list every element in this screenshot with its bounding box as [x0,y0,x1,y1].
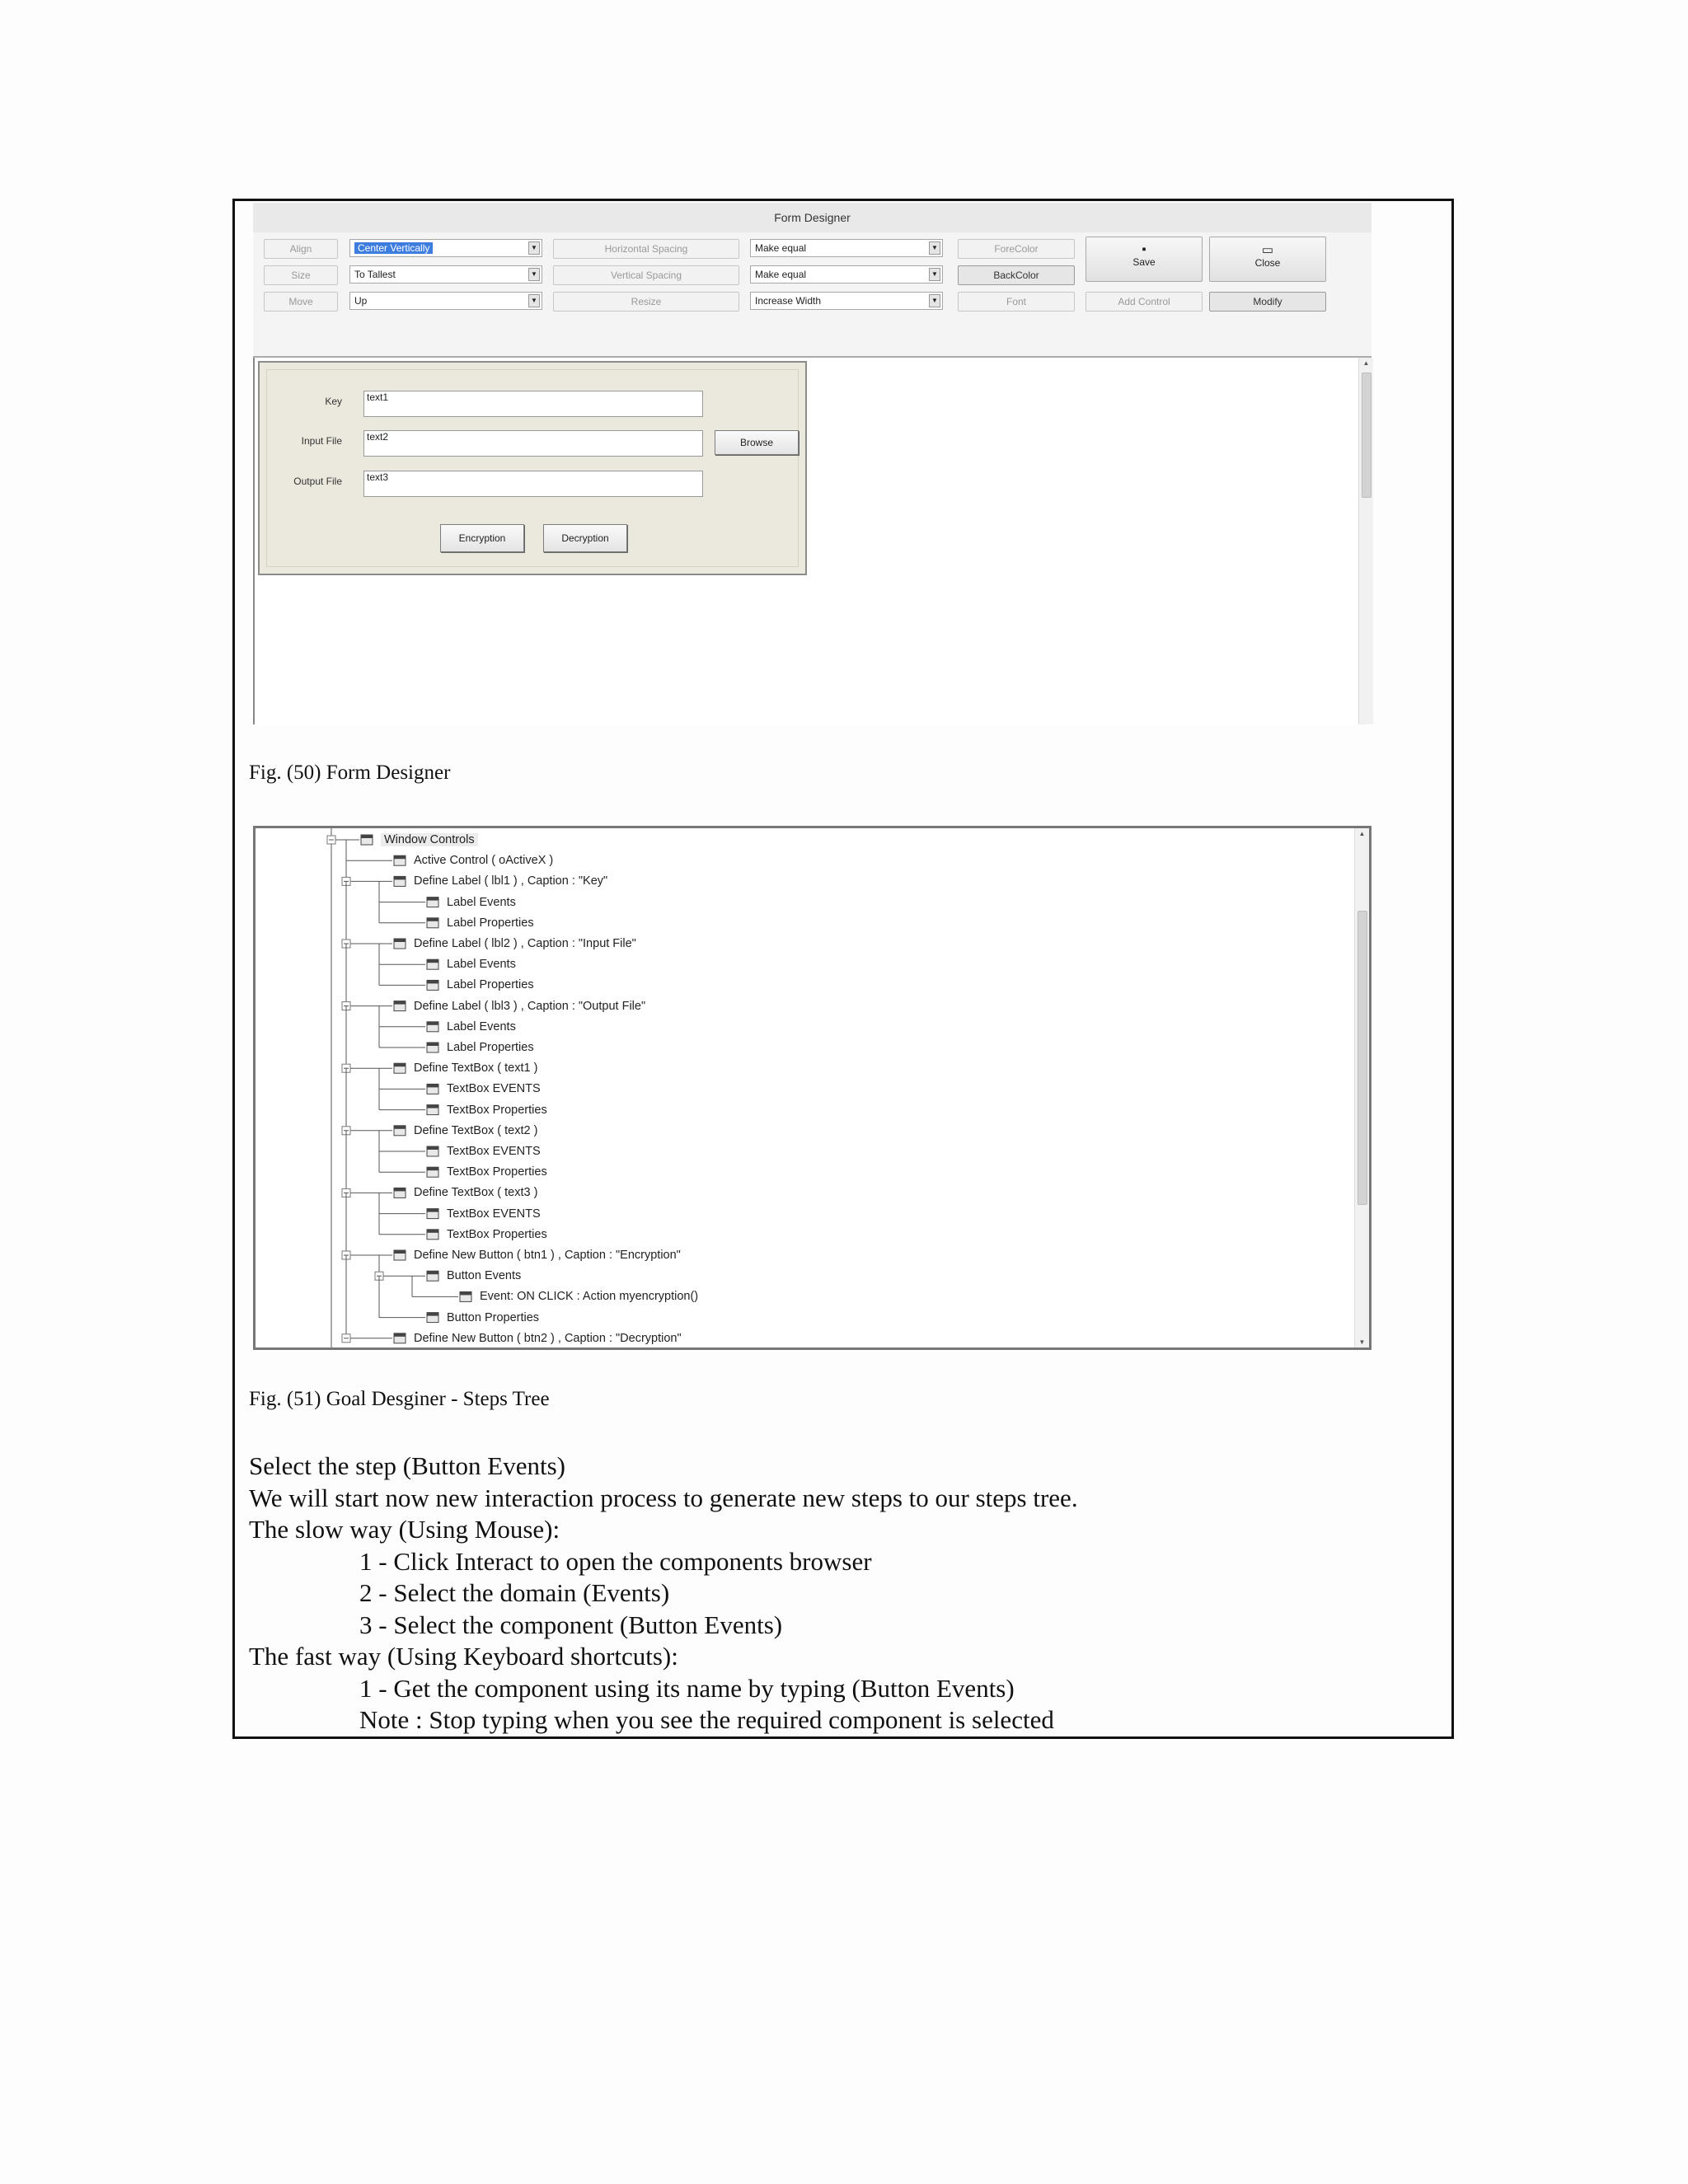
tree-node[interactable]: Label Properties [447,916,534,930]
node-window-icon-bar [427,898,438,901]
save-button[interactable] [1085,237,1203,282]
node-window-icon-bar [427,1146,438,1150]
align-select-value: Center Vertically [354,242,433,254]
horizontal-spacing-value: Make equal [755,242,807,254]
close-button[interactable] [1209,237,1326,282]
node-window-icon-bar [427,1105,438,1108]
node-window-icon-bar [394,1250,406,1254]
tree-node[interactable]: Define Label ( lbl2 ) , Caption : "Input File" [414,937,636,950]
tree-node[interactable]: Define New Button ( btn1 ) , Caption : "Encryption" [414,1249,681,1262]
instruction-line: We will start now new interaction process to generate new steps to our steps tree. [249,1483,1078,1512]
designed-form[interactable] [258,361,807,575]
chevron-down-icon: ▼ [528,294,540,307]
node-window-icon-bar [427,1313,438,1316]
tree-node[interactable]: Event: ON CLICK : Action myencryption() [480,1290,699,1304]
move-select-value: Up [354,295,368,307]
tree-node[interactable]: Label Properties [447,978,534,992]
tree-scrollbar[interactable] [1354,828,1369,1347]
node-window-icon-bar [427,1022,438,1025]
node-window-icon-bar [394,1063,406,1066]
output-file-textbox[interactable]: text3 [363,471,703,497]
modify-button[interactable]: Modify [1209,292,1326,312]
resize-select-value: Increase Width [755,295,822,307]
chevron-down-icon: ▼ [528,268,540,281]
input-file-label: Input File [301,435,342,447]
tree-node[interactable]: Window Controls [381,833,478,846]
floppy-disk-icon: ▪ [1142,242,1146,256]
size-select-value: To Tallest [354,269,396,280]
forecolor-button[interactable]: ForeColor [958,239,1075,259]
tree-connector-lines [256,828,1352,1347]
node-window-icon-bar [394,1001,406,1005]
designer-toolbar [253,232,1372,358]
browse-button[interactable]: Browse [715,430,799,455]
resize-select[interactable] [750,292,943,310]
instruction-step: 3 - Select the component (Button Events) [359,1610,783,1639]
scroll-up-icon[interactable]: ▲ [1362,359,1370,367]
tree-node[interactable]: TextBox Properties [447,1165,547,1179]
instruction-step: 2 - Select the domain (Events) [359,1578,670,1607]
font-button[interactable]: Font [958,292,1075,312]
steps-tree-panel [253,826,1372,1350]
decryption-button[interactable]: Decryption [543,524,627,552]
chevron-down-icon: ▼ [929,268,940,281]
align-select[interactable] [349,239,542,257]
save-button-label: Save [1132,256,1156,268]
node-window-icon-bar [427,918,438,921]
node-window-icon-bar [427,1084,438,1087]
instructions-text [249,1451,1078,1736]
form-designer-window [253,203,1372,724]
instruction-line: Select the step (Button Events) [249,1451,565,1480]
instruction-step: 1 - Get the component using its name by typing (Button Events) [359,1673,1015,1703]
node-window-icon-bar [394,1188,406,1191]
tree-node[interactable]: TextBox Properties [447,1227,547,1241]
tree-node[interactable]: Label Events [447,1019,516,1033]
align-button[interactable]: Align [264,239,338,259]
input-file-textbox[interactable]: text2 [363,430,703,457]
canvas-scrollbar[interactable] [1358,358,1373,724]
node-window-icon-bar [427,1230,438,1233]
resize-button[interactable]: Resize [553,292,739,312]
folder-icon: ▭ [1261,243,1274,257]
tree-node[interactable]: Button Events [447,1269,522,1283]
size-button[interactable]: Size [264,265,338,285]
scroll-down-icon[interactable]: ▼ [1358,1338,1366,1346]
node-window-icon-bar [394,939,406,942]
node-window-icon-bar [427,1167,438,1170]
key-label: Key [325,396,342,407]
node-window-icon-bar [427,1271,438,1274]
node-window-icon-bar [394,855,406,859]
tree-node[interactable]: TextBox EVENTS [447,1145,541,1158]
scroll-up-icon[interactable]: ▲ [1358,830,1366,837]
design-canvas [253,358,1373,724]
tree-node[interactable]: Define TextBox ( text3 ) [414,1186,538,1200]
node-window-icon-bar [427,980,438,983]
chevron-down-icon: ▼ [929,294,940,307]
tree-node[interactable]: TextBox EVENTS [447,1207,541,1221]
fig50-caption: Fig. (50) Form Designer [249,762,451,784]
scrollbar-thumb[interactable] [1362,373,1372,498]
scrollbar-thumb[interactable] [1357,911,1367,1205]
output-file-label: Output File [293,476,342,487]
node-window-icon-bar [460,1291,471,1295]
vertical-spacing-select[interactable] [750,265,943,284]
tree-node[interactable]: Define TextBox ( text2 ) [414,1123,538,1137]
node-window-icon-bar [361,835,373,838]
chevron-down-icon: ▼ [929,241,940,255]
vertical-spacing-button[interactable]: Vertical Spacing [553,265,739,285]
encryption-button[interactable]: Encryption [440,524,524,552]
node-window-icon-bar [427,1209,438,1212]
tree-node[interactable]: Define TextBox ( text1 ) [414,1062,538,1076]
tree-node[interactable]: Label Properties [447,1041,534,1054]
move-select[interactable] [349,292,542,310]
tree-node[interactable]: Define Label ( lbl3 ) , Caption : "Output File" [414,999,646,1013]
tree-node[interactable]: TextBox Properties [447,1103,547,1117]
tree-node[interactable]: Label Events [447,958,516,972]
tree-node[interactable]: Define Label ( lbl1 ) , Caption : "Key" [414,874,608,888]
instruction-line: The slow way (Using Mouse): [249,1515,560,1544]
horizontal-spacing-select[interactable] [750,239,943,257]
size-select[interactable] [349,265,542,284]
backcolor-button[interactable]: BackColor [958,265,1075,285]
vertical-spacing-value: Make equal [755,269,807,280]
tree-node[interactable]: Label Events [447,895,516,909]
node-window-icon-bar [394,1333,406,1337]
tree-node[interactable]: Button Properties [447,1310,540,1324]
tree-node[interactable]: Define New Button ( btn2 ) , Caption : "Decryption" [414,1331,682,1345]
node-window-icon-bar [427,959,438,963]
key-textbox[interactable]: text1 [363,391,703,417]
node-window-icon-bar [394,876,406,879]
fig51-caption: Fig. (51) Goal Desginer - Steps Tree [249,1388,550,1410]
move-button[interactable]: Move [264,292,338,312]
tree-node[interactable]: Active Control ( oActiveX ) [414,854,554,868]
window-title: Form Designer [253,203,1372,233]
chevron-down-icon: ▼ [528,241,540,255]
instruction-note: Note : Stop typing when you see the required component is selected [359,1705,1054,1734]
node-window-icon-bar [427,1043,438,1046]
horizontal-spacing-button[interactable]: Horizontal Spacing [553,239,739,259]
instruction-line: The fast way (Using Keyboard shortcuts): [249,1642,678,1671]
tree-node[interactable]: TextBox EVENTS [447,1082,541,1096]
node-window-icon-bar [394,1126,406,1129]
close-button-label: Close [1254,257,1281,269]
instruction-step: 1 - Click Interact to open the components browser [359,1546,872,1576]
add-control-button[interactable]: Add Control [1085,292,1203,312]
